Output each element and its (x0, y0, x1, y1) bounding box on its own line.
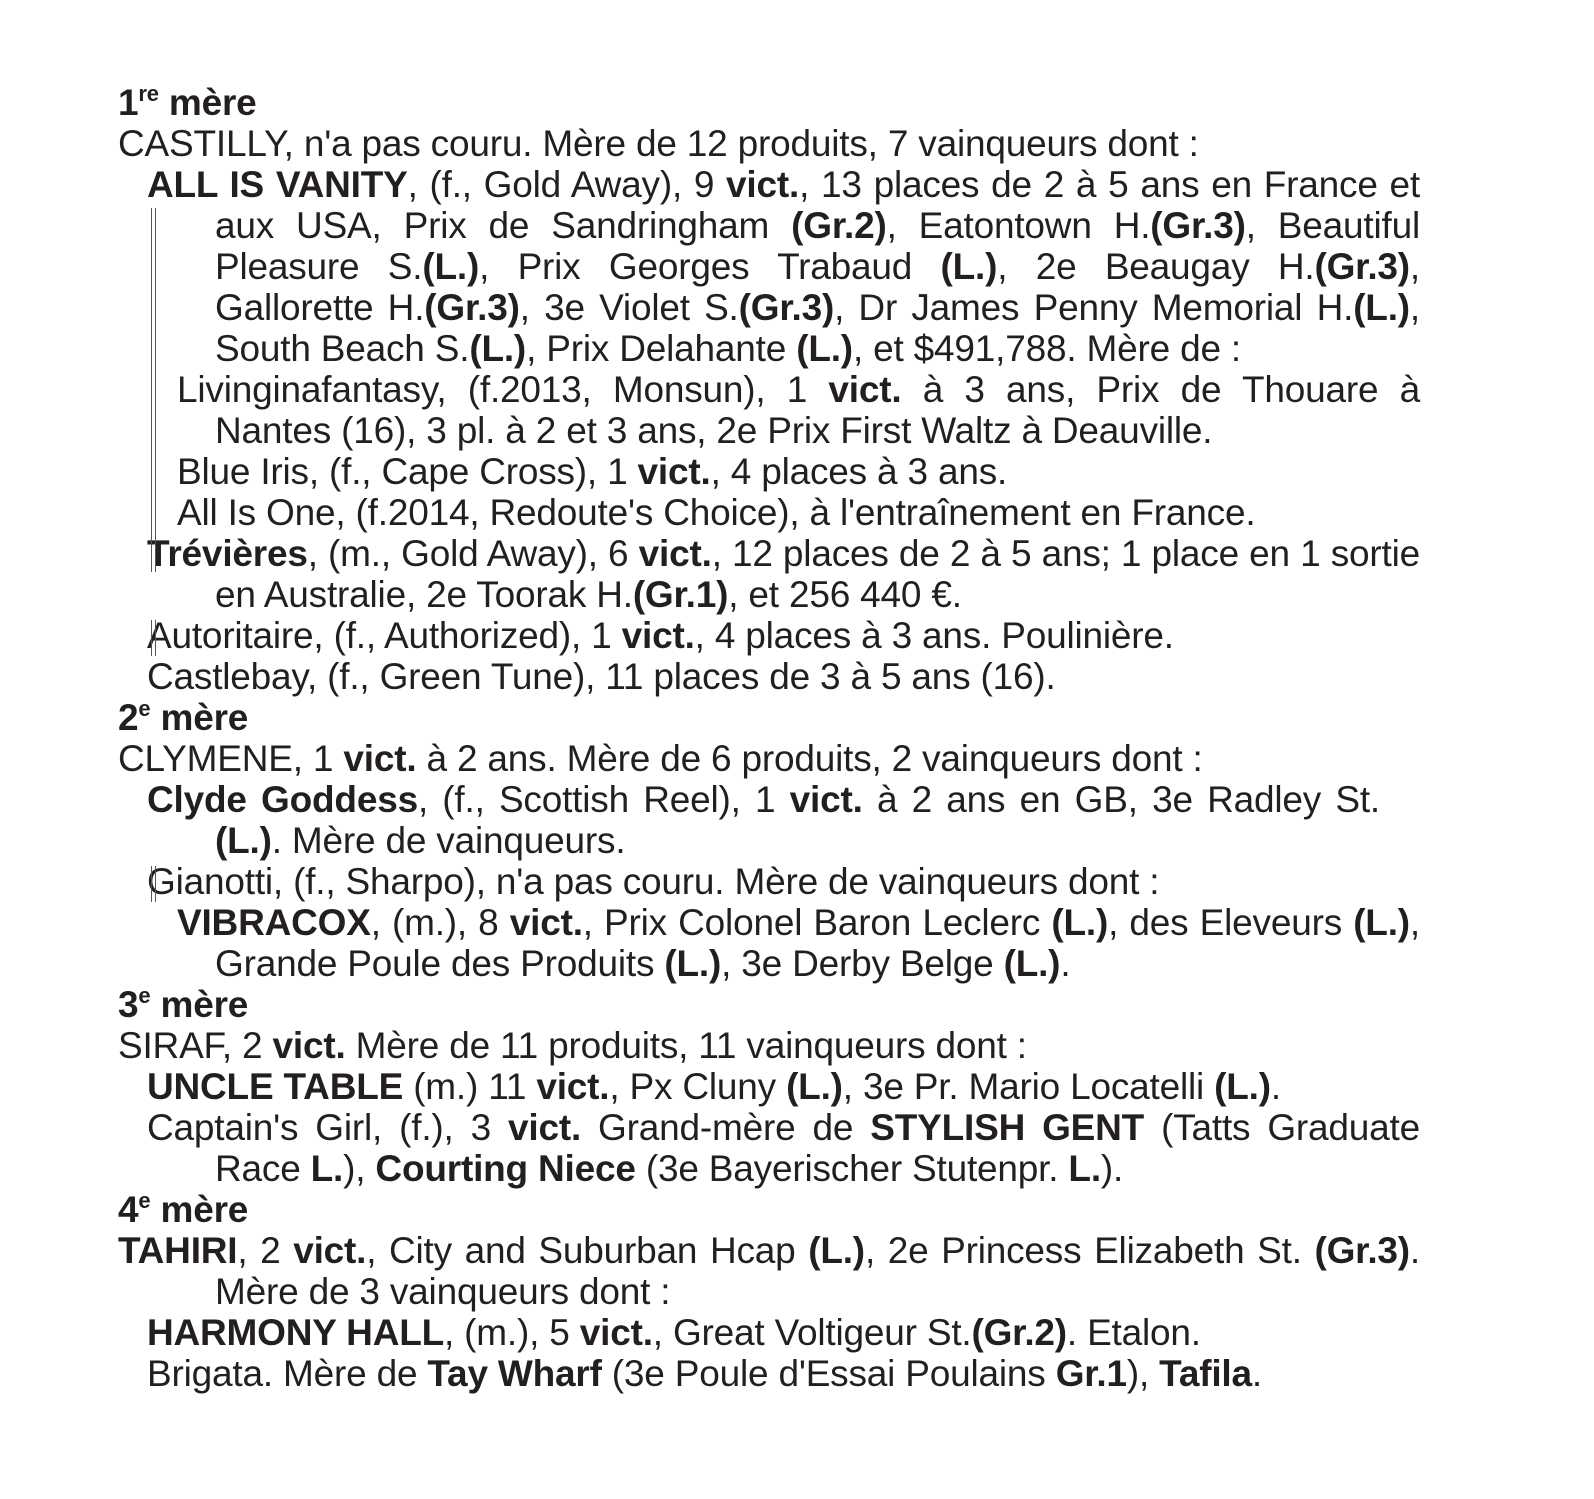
entry-uncle-table: UNCLE TABLE (m.) 11 vict., Px Cluny (L.), 3e Pr. Mario Locatelli (L.). (147, 1066, 1281, 1107)
entry-castlebay: Castlebay, (f., Green Tune), 11 places de 3 à 5 ans (16). (147, 656, 1056, 697)
entry-autoritaire: Autoritaire, (f., Authorized), 1 vict., 4 places à 3 ans. Poulinière. (147, 615, 1174, 656)
section-heading-2: 2e mère (118, 696, 249, 738)
progeny-livinginafantasy: Livinginafantasy, (f.2013, Monsun), 1 vict. à 3 ans, Prix de Thouare à Nantes (16), 3 pl. à 2 et 3 ans, 2e Prix First Waltz à Deauville. (177, 369, 1420, 451)
descendant-rule (151, 620, 156, 656)
entry-all-is-vanity: ALL IS VANITY, (f., Gold Away), 9 vict., 13 places de 2 à 5 ans en France et aux USA, Prix de Sandringham (Gr.2), Eatontown H.(Gr.3), Beautiful Pleasure S.(L.), Prix Georges Trabaud (L.), 2e Beaugay H.(Gr.3), Gallorette H.(Gr.3), 3e Violet S.(Gr.3), Dr James Penny Memorial H.(L.), South Beach S.(L.), Prix Delahante (L.), et $491,788. Mère de : (147, 164, 1421, 369)
section-heading-4: 4e mère (118, 1188, 249, 1230)
progeny-blue-iris: Blue Iris, (f., Cape Cross), 1 vict., 4 places à 3 ans. (177, 451, 1008, 492)
section-heading-1: 1re mère (118, 81, 257, 123)
section-heading-3: 3e mère (118, 983, 249, 1025)
descendant-rule (151, 208, 156, 572)
dam-line-castilly: CASTILLY, n'a pas couru. Mère de 12 produits, 7 vainqueurs dont : (118, 123, 1199, 164)
entry-harmony-hall: HARMONY HALL, (m.), 5 vict., Great Voltigeur St.(Gr.2). Etalon. (147, 1312, 1201, 1353)
entry-captains-girl: Captain's Girl, (f.), 3 vict. Grand-mère de STYLISH GENT (Tatts Graduate Race L.), Courting Niece (3e Bayerischer Stutenpr. L.). (147, 1107, 1421, 1189)
progeny-all-is-one: All Is One, (f.2014, Redoute's Choice), à l'entraînement en France. (177, 492, 1256, 533)
entry-gianotti: Gianotti, (f., Sharpo), n'a pas couru. Mère de vainqueurs dont : (147, 861, 1160, 902)
entry-clyde-goddess: Clyde Goddess, (f., Scottish Reel), 1 vict. à 2 ans en GB, 3e Radley St.(L.). Mère de vainqueurs. (147, 779, 1380, 861)
pedigree-document (118, 82, 1420, 1394)
descendant-rule (151, 866, 156, 902)
dam-line-tahiri: TAHIRI, 2 vict., City and Suburban Hcap (L.), 2e Princess Elizabeth St. (Gr.3). Mère de 3 vainqueurs dont : (118, 1230, 1420, 1312)
entry-brigata: Brigata. Mère de Tay Wharf (3e Poule d'Essai Poulains Gr.1), Tafila. (147, 1353, 1262, 1394)
entry-trevieres: Trévières, (m., Gold Away), 6 vict., 12 places de 2 à 5 ans; 1 place en 1 sortie en Australie, 2e Toorak H.(Gr.1), et 256 440 €. (147, 533, 1420, 615)
entry-vibracox: VIBRACOX, (m.), 8 vict., Prix Colonel Baron Leclerc (L.), des Eleveurs (L.), Grande Poule des Produits (L.), 3e Derby Belge (L.). (177, 902, 1421, 984)
dam-line-clymene: CLYMENE, 1 vict. à 2 ans. Mère de 6 produits, 2 vainqueurs dont : (118, 738, 1203, 779)
dam-line-siraf: SIRAF, 2 vict. Mère de 11 produits, 11 vainqueurs dont : (118, 1025, 1027, 1066)
